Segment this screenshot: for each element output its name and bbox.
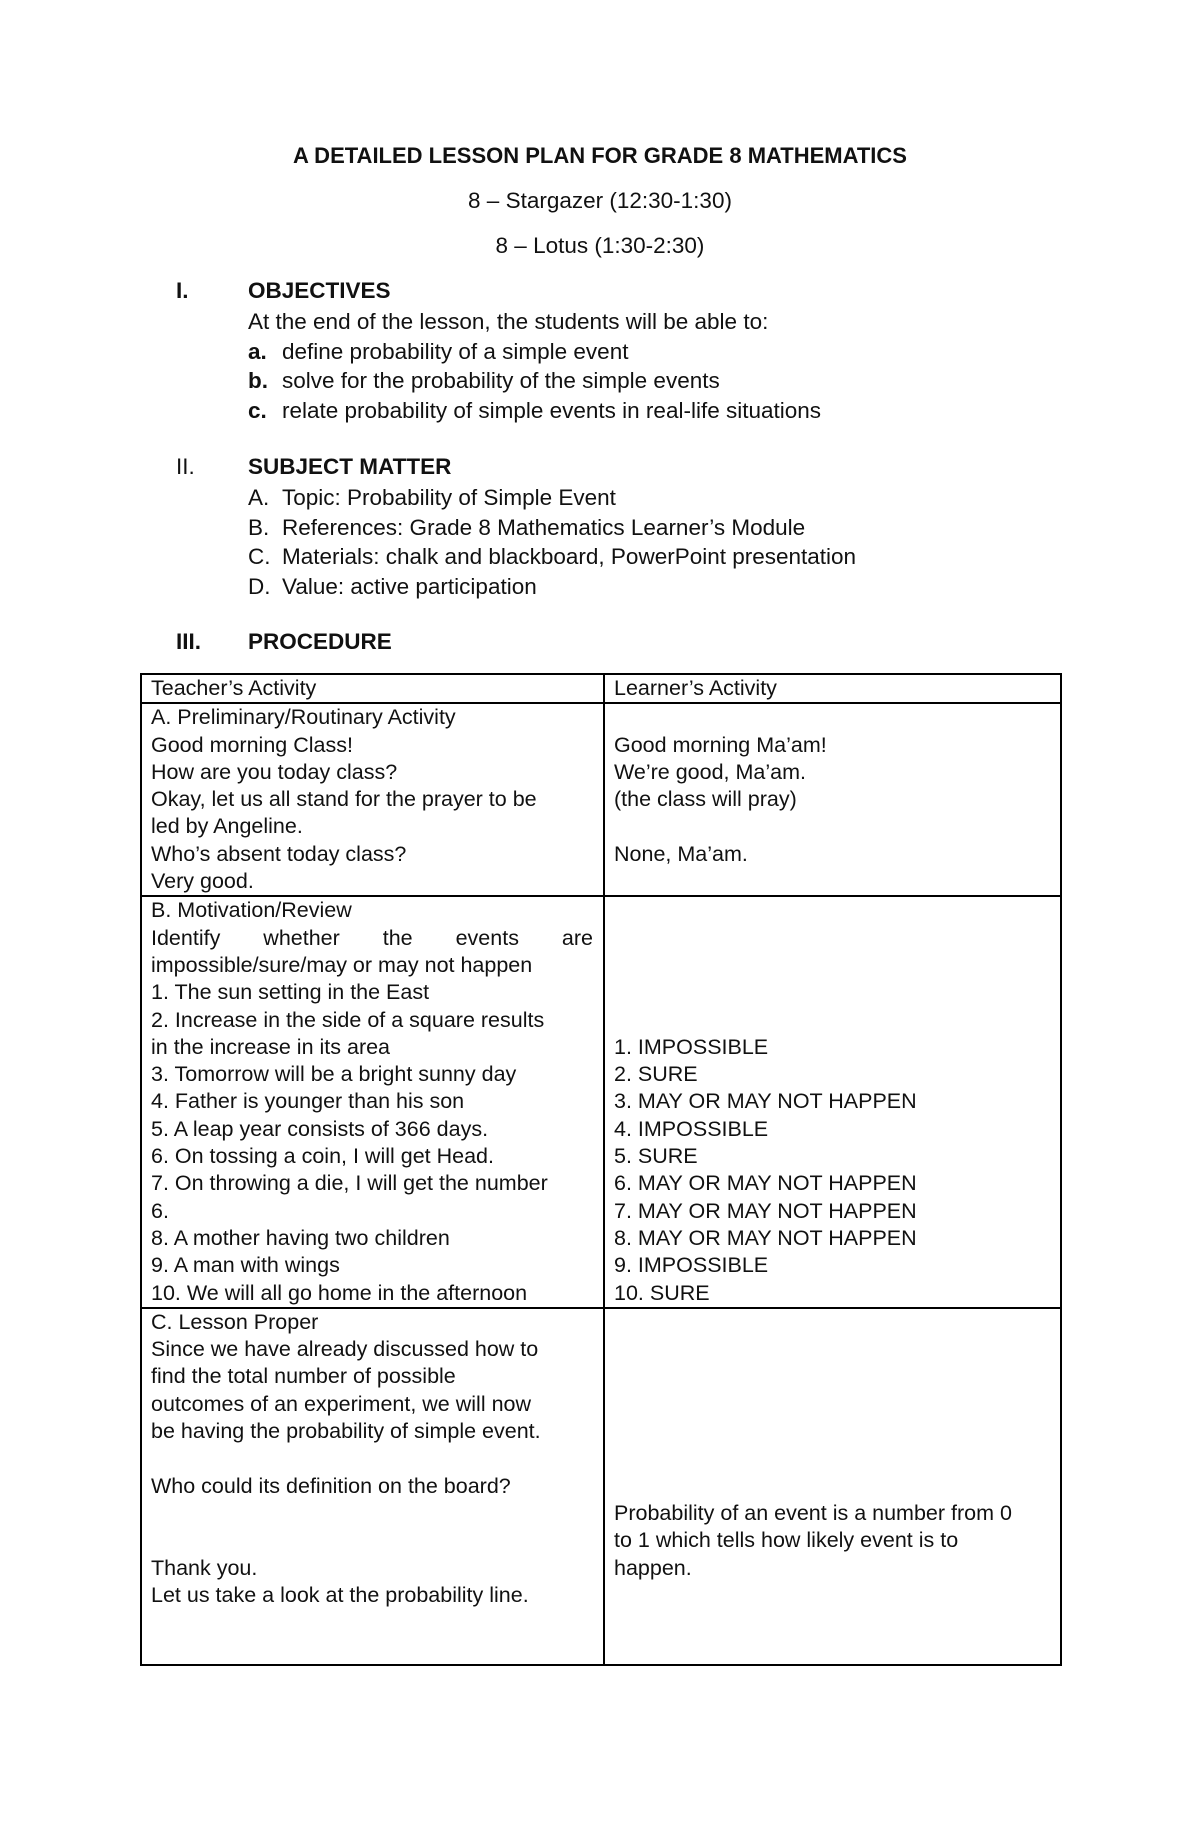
cell-line: 5. SURE [614,1144,698,1169]
subject-item [248,542,856,572]
cell-line: How are you today class? [151,759,398,784]
motivation-learner-cell [604,896,1061,1307]
cell-line [614,952,1050,979]
subject-label: D. [248,573,271,599]
cell-line: 7. On throwing a die, I will get the number [151,1171,548,1196]
cell-line [614,1473,1050,1500]
cell-line: 6. [151,1198,169,1223]
table-header-row [141,674,1061,703]
objective-label: a. [248,338,267,364]
cell-line: 8. MAY OR MAY NOT HAPPEN [614,1225,917,1250]
cell-line: B. Motivation/Review [151,898,352,923]
cell-line: Good morning Ma’am! [614,732,827,757]
objectives-numeral: I. [176,278,189,303]
cell-line: Good morning Class! [151,732,353,757]
cell-line: 10. We will all go home in the afternoon [151,1280,528,1305]
cell-line: 9. IMPOSSIBLE [614,1253,769,1278]
objective-label: c. [248,397,267,423]
objectives-intro: At the end of the lesson, the students will be able to: [248,309,769,334]
subject-matter-heading: SUBJECT MATTER [248,454,452,479]
cell-line [614,897,1050,924]
preliminary-teacher-cell [141,703,604,896]
motivation-teacher-cell [141,896,604,1307]
table-row [141,896,1061,1307]
cell-line [614,1609,1050,1636]
cell-line: led by Angeline. [151,814,303,839]
objective-item [248,337,821,367]
cell-line [614,1582,1050,1609]
cell-line [614,979,1050,1006]
cell-line: Okay, let us all stand for the prayer to be [151,787,537,812]
procedure-heading: PROCEDURE [248,629,392,654]
cell-line [151,1445,593,1472]
objective-item [248,396,821,426]
subject-label: A. [248,485,270,510]
procedure-numeral: III. [176,629,202,654]
teacher-column-header: Teacher’s Activity [141,674,604,703]
cell-line [614,1445,1050,1472]
cell-line [614,1336,1050,1363]
cell-line: 2. Increase in the side of a square results [151,1007,545,1032]
cell-line: Since we have already discussed how to [151,1337,539,1362]
cell-line [614,704,1050,731]
cell-line: 2. SURE [614,1062,698,1087]
objective-item [248,366,821,396]
objective-text: define probability of a simple event [282,338,629,364]
cell-line: Who could its definition on the board? [151,1473,511,1498]
table-row [141,1308,1061,1665]
cell-line [151,1636,593,1663]
procedure-table [140,673,1062,1666]
cell-line: 4. Father is younger than his son [151,1089,465,1114]
cell-line [614,1007,1050,1034]
cell-line: Thank you. [151,1555,258,1580]
subject-text: References: Grade 8 Mathematics Learner’s Module [282,514,806,540]
cell-line: 4. IMPOSSIBLE [614,1116,769,1141]
cell-line: C. Lesson Proper [151,1309,319,1334]
cell-line: find the total number of possible [151,1364,456,1389]
cell-line: We’re good, Ma’am. [614,759,806,784]
cell-line: 10. SURE [614,1280,710,1305]
cell-line: 8. A mother having two children [151,1225,450,1250]
cell-line: None, Ma’am. [614,841,748,866]
cell-line [614,925,1050,952]
cell-line: 9. A man with wings [151,1253,340,1278]
cell-line: 6. On tossing a coin, I will get Head. [151,1144,494,1169]
class-schedule-stargazer: 8 – Stargazer (12:30-1:30) [468,188,732,213]
cell-line [151,1609,593,1636]
cell-line: impossible/sure/may or may not happen [151,952,533,977]
preliminary-learner-cell [604,703,1061,896]
class-schedule-lotus: 8 – Lotus (1:30-2:30) [495,233,705,258]
subject-item [248,513,856,543]
table-row [141,703,1061,896]
cell-line [614,868,1050,895]
cell-line: Identify whether the events are [151,925,593,950]
cell-line [614,813,1050,840]
cell-line [614,1391,1050,1418]
lesson-teacher-cell [141,1308,604,1665]
cell-line: outcomes of an experiment, we will now [151,1391,532,1416]
cell-line [614,1309,1050,1336]
cell-line: 5. A leap year consists of 366 days. [151,1116,489,1141]
cell-line: Probability of an event is a number from 0 [614,1500,1012,1525]
learner-column-header: Learner’s Activity [604,674,1061,703]
subject-text: Materials: chalk and blackboard, PowerPoint presentation [282,544,857,569]
cell-line [614,1363,1050,1390]
cell-line: 7. MAY OR MAY NOT HAPPEN [614,1198,917,1223]
subject-item [248,572,856,602]
cell-line [151,1527,593,1554]
cell-line: Let us take a look at the probability line. [151,1582,529,1607]
cell-line: 3. Tomorrow will be a bright sunny day [151,1062,517,1087]
subject-label: B. [248,514,270,540]
cell-line: 1. IMPOSSIBLE [614,1034,769,1059]
cell-line: A. Preliminary/Routinary Activity [151,705,456,730]
subject-label: C. [248,544,271,569]
document-title: A DETAILED LESSON PLAN FOR GRADE 8 MATHEMATICS [293,143,907,168]
cell-line: happen. [614,1555,692,1580]
objective-label: b. [248,368,268,393]
subject-text: Value: active participation [282,573,537,599]
cell-line: 1. The sun setting in the East [151,980,430,1005]
cell-line: 6. MAY OR MAY NOT HAPPEN [614,1171,917,1196]
cell-line: to 1 which tells how likely event is to [614,1528,959,1553]
cell-line: in the increase in its area [151,1034,391,1059]
cell-line [614,1636,1050,1663]
subject-matter-numeral: II. [176,454,195,479]
objective-text: solve for the probability of the simple events [282,368,720,393]
subject-item [248,483,856,513]
objectives-heading: OBJECTIVES [248,278,391,303]
cell-line: (the class will pray) [614,787,797,812]
cell-line: 3. MAY OR MAY NOT HAPPEN [614,1089,917,1114]
lesson-learner-cell [604,1308,1061,1665]
cell-line: Who’s absent today class? [151,841,407,866]
cell-line [151,1500,593,1527]
cell-line: Very good. [151,869,254,894]
subject-text: Topic: Probability of Simple Event [282,485,616,510]
cell-line [614,1418,1050,1445]
objective-text: relate probability of simple events in real-life situations [282,397,822,423]
cell-line: be having the probability of simple event. [151,1419,541,1444]
